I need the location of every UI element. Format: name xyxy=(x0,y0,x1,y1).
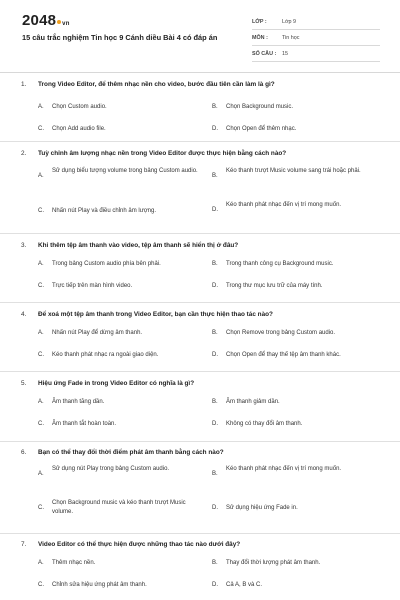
question-number: 2. xyxy=(21,150,27,157)
question-5 xyxy=(0,380,400,440)
info-value: Lớp 9 xyxy=(282,18,297,25)
question-divider xyxy=(0,302,400,303)
info-value: 15 xyxy=(282,50,288,57)
document-title: 15 câu trắc nghiệm Tin học 9 Cánh diều Bài 4 có đáp án xyxy=(22,33,218,42)
option-c[interactable]: C. Kéo thanh phát nhạc ra ngoài giao diện. xyxy=(38,352,159,358)
option-b[interactable]: B. Trong thanh công cụ Background music. xyxy=(212,261,334,267)
option-a[interactable]: A. Thêm nhạc nền. xyxy=(38,560,96,566)
question-divider xyxy=(0,441,400,442)
question-number: 1. xyxy=(21,81,27,88)
option-d[interactable]: D. Cả A, B và C. xyxy=(212,582,263,588)
logo-text: 2048 xyxy=(22,12,57,29)
option-b[interactable]: B. Kéo thanh phát nhạc đến vị trí mong muốn. xyxy=(212,466,342,477)
logo-suffix: vn xyxy=(62,21,70,27)
site-logo[interactable] xyxy=(22,12,70,29)
option-c[interactable]: C. Âm thanh tắt hoàn toàn. xyxy=(38,421,117,427)
option-a[interactable]: A. Trong bảng Custom audio phía bên phải. xyxy=(38,261,161,267)
question-divider xyxy=(0,141,400,142)
header-divider xyxy=(0,72,400,73)
question-divider xyxy=(0,371,400,372)
option-a[interactable]: A. Chọn Custom audio. xyxy=(38,104,107,110)
question-4 xyxy=(0,311,400,371)
option-d[interactable]: D. Trong thư mục lưu trữ của máy tính. xyxy=(212,283,323,289)
option-a[interactable]: A. Sử dụng nút Play trong bảng Custom audio. xyxy=(38,466,170,477)
option-d[interactable]: D. Không có thay đổi âm thanh. xyxy=(212,421,303,427)
option-c[interactable]: C. Chọn Background music và kéo thanh trượt Music volume. xyxy=(38,500,186,515)
option-c[interactable]: C. Nhấn nút Play và điều chỉnh âm lượng. xyxy=(38,208,157,214)
question-text: 1. Trong Video Editor, để thêm nhạc nền cho video, bước đầu tiên cần làm là gì? xyxy=(21,81,275,88)
info-row-count xyxy=(252,46,380,62)
question-3 xyxy=(0,242,400,302)
question-text: 2. Tuỳ chỉnh âm lượng nhạc nền trong Video Editor được thực hiện bằng cách nào? xyxy=(21,150,287,157)
question-2 xyxy=(0,150,400,232)
option-c[interactable]: C. Trực tiếp trên màn hình video. xyxy=(38,283,133,289)
question-text: 4. Để xoá một tệp âm thanh trong Video Editor, bạn cần thực hiện thao tác nào? xyxy=(21,311,273,318)
logo-dot xyxy=(57,20,61,24)
option-c[interactable]: C. Chọn Add audio file. xyxy=(38,126,106,132)
info-label: MÔN : xyxy=(252,34,268,41)
option-b[interactable]: B. Kéo thanh trượt Music volume sang trái hoặc phải. xyxy=(212,168,361,179)
info-box xyxy=(252,14,380,62)
option-d[interactable]: D. Chọn Open để thay thế tệp âm thanh khác. xyxy=(212,352,341,358)
option-d[interactable]: D. Chọn Open để thêm nhạc. xyxy=(212,126,297,132)
info-value: Tin học xyxy=(282,34,300,41)
question-number: 3. xyxy=(21,242,27,249)
option-d[interactable]: D. Kéo thanh phát nhạc đến vị trí mong muốn. xyxy=(212,202,342,213)
info-row-subject xyxy=(252,30,380,46)
option-a[interactable]: A. Âm thanh tăng dần. xyxy=(38,399,105,405)
option-b[interactable]: B. Chọn Remove trong bảng Custom audio. xyxy=(212,330,336,336)
question-text: 6. Bạn có thể thay đổi thời điểm phát âm thanh bằng cách nào? xyxy=(21,449,224,456)
question-number: 6. xyxy=(21,449,27,456)
page-header xyxy=(0,0,400,62)
question-divider xyxy=(0,533,400,534)
info-label: LỚP : xyxy=(252,18,267,25)
info-label: SỐ CÂU : xyxy=(252,50,277,57)
question-6 xyxy=(0,449,400,533)
info-row-grade xyxy=(252,14,380,30)
question-number: 5. xyxy=(21,380,27,387)
question-7 xyxy=(0,541,400,600)
question-text: 5. Hiệu ứng Fade in trong Video Editor có nghĩa là gì? xyxy=(21,380,195,387)
question-number: 7. xyxy=(21,541,27,548)
option-d[interactable]: D. Sử dụng hiệu ứng Fade in. xyxy=(212,505,298,511)
option-a[interactable]: A. Nhấn nút Play để dừng âm thanh. xyxy=(38,330,143,336)
question-text: 7. Video Editor có thể thực hiện được những thao tác nào dưới đây? xyxy=(21,541,241,548)
option-b[interactable]: B. Thay đổi thời lượng phát âm thanh. xyxy=(212,560,321,566)
question-text: 3. Khi thêm tệp âm thanh vào video, tệp âm thanh sẽ hiển thị ở đâu? xyxy=(21,242,239,249)
option-c[interactable]: C. Chỉnh sửa hiệu ứng phát âm thanh. xyxy=(38,582,147,588)
question-divider xyxy=(0,233,400,234)
question-1 xyxy=(0,81,400,147)
option-b[interactable]: B. Âm thanh giảm dần. xyxy=(212,399,280,405)
option-b[interactable]: B. Chọn Background music. xyxy=(212,104,294,110)
option-a[interactable]: A. Sử dụng biểu tượng volume trong bảng Custom audio. xyxy=(38,168,198,179)
question-number: 4. xyxy=(21,311,27,318)
